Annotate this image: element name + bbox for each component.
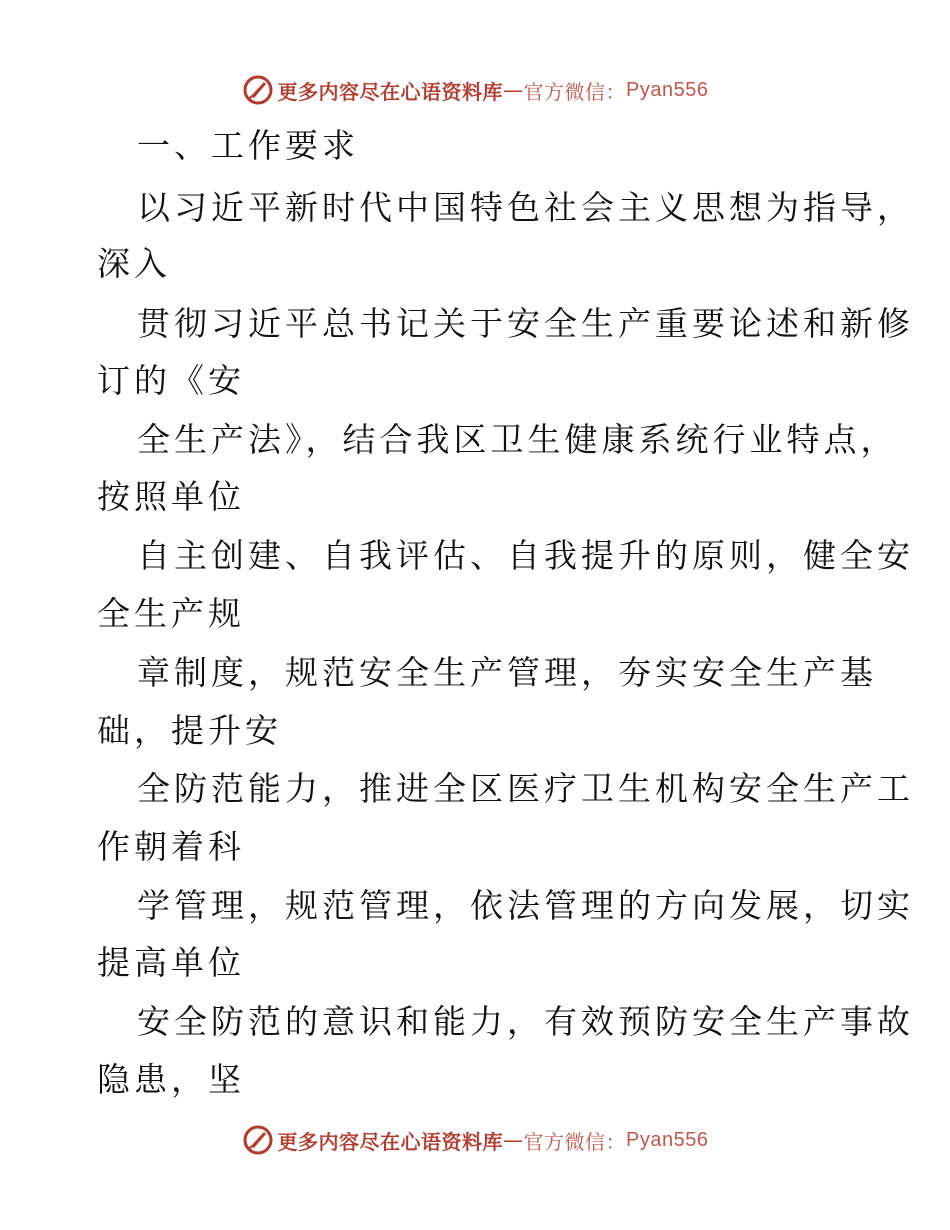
paragraph-line: 全防范能力，推进全区医疗卫生机构安全生产工: [137, 769, 914, 808]
watermark-dash: —: [503, 78, 524, 102]
paragraph-line: 深入: [97, 244, 171, 283]
paragraph-line: 全生产规: [97, 594, 245, 633]
paragraph-line: 按照单位: [97, 477, 245, 516]
watermark-sub-text: 官方微信：: [523, 1129, 627, 1154]
paragraph-line: 全生产法》，结合我区卫生健康系统行业特点，: [137, 420, 898, 459]
paragraph-line: 以习近平新时代中国特色社会主义思想为指导，: [137, 188, 914, 227]
paragraph-line: 安全防范的意识和能力，有效预防安全生产事故: [137, 1002, 914, 1041]
watermark-wechat-id: Pyan556: [626, 78, 709, 101]
paragraph-line: 学管理，规范管理，依法管理的方向发展，切实: [137, 886, 914, 925]
watermark-header: [0, 70, 950, 110]
paragraph-line: 础，提升安: [97, 711, 282, 750]
watermark-footer: [0, 1120, 950, 1160]
paragraph-line: 章制度，规范安全生产管理，夯实安全生产基: [137, 653, 877, 692]
paragraph-line: 作朝着科: [97, 827, 245, 866]
watermark-main-text: 更多内容尽在心语资料库: [277, 79, 504, 104]
quill-logo-icon: [242, 74, 274, 106]
paragraph-line: 订的《安: [97, 361, 245, 400]
watermark-wechat-id: Pyan556: [626, 1128, 709, 1151]
watermark-dash: —: [503, 1128, 524, 1152]
watermark-main-text: 更多内容尽在心语资料库: [277, 1129, 504, 1154]
quill-logo-icon: [242, 1124, 274, 1156]
paragraph-line: 隐患，坚: [97, 1060, 245, 1099]
paragraph-line: 自主创建、自我评估、自我提升的原则，健全安: [137, 536, 914, 575]
watermark-sub-text: 官方微信：: [523, 79, 627, 104]
paragraph-line: 提高单位: [97, 943, 245, 982]
section-heading: 一、工作要求: [137, 126, 359, 165]
paragraph-line: 贯彻习近平总书记关于安全生产重要论述和新修: [137, 304, 914, 343]
